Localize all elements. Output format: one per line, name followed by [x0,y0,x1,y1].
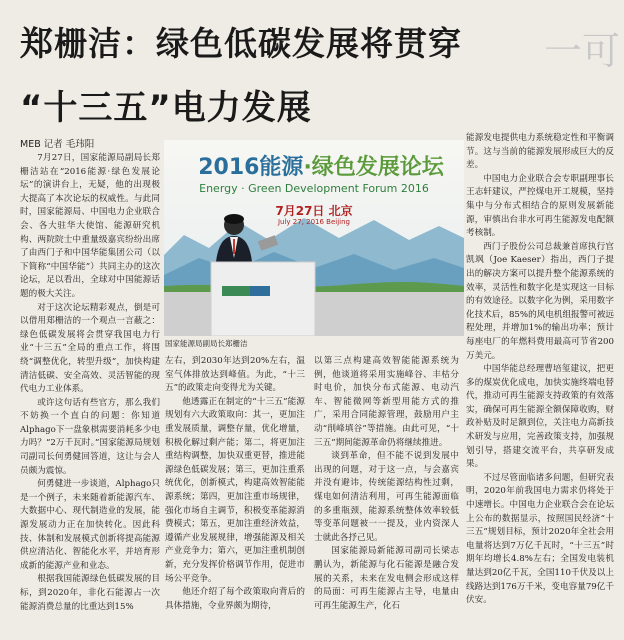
article-column-3 [314,355,459,630]
paragraph: 他还介绍了每个政策取向背后的具体措施，令业界颇为期待， [165,587,305,611]
paragraph: 能源发电提供电力系统稳定性和平衡调节。这与当前的能源发展形成巨大的反差。 [466,133,614,171]
adjacent-page-fragment: 一可 [543,29,620,73]
paragraph: 7月27日，国家能源局副局长郑栅洁站在“2016能源·绿色发展论坛”的演讲台上，无疑，他的出现极大提高了本次论坛的权威性。与此同时，国家能源局、中国电力企业联合会、各大驻华大使馆、能源研究机构、两院院士中重量级嘉宾纷纷出席了由西门子和中国华能集团公司（以下简称“中国华能”）共同主办的这次论坛，足以看出，全球对中国能源话题的极大关注。 [20,153,160,299]
paragraph: 以第三点构建高效智能能源系统为例，他谈道将采用实施峰谷、丰枯分时电价，加快分布式能源、电动汽车、智能微网等新型用能方式的推广，采用合同能源管理，鼓励用户主动“削峰填谷”等措施。由此可见，“十三五”期间能源革命仍将继续推进。 [314,356,459,448]
photo-caption: 国家能源局副局长郑栅洁 [165,339,248,348]
headline-line-1: 郑栅洁：绿色低碳发展将贯穿 [20,24,462,63]
event-photo [164,140,464,336]
paragraph: 对于这次论坛精彩观点，倒是可以借用郑栅洁的一个观点一言蔽之：绿色低碳发展将会贯穿我国电力行业“十三五”全局的重点工作，将围绕“调整优化，转型升级”，加快构建清洁低碳、安全高效、灵活智能的现代电力工业体系。 [20,302,160,395]
banner-title-part-b: ·绿色发展论坛 [303,155,444,180]
paragraph: 他透露正在制定的“十三五”能源规划有六大政策取向：其一，更加注重发展质量，调整存量，优化增量，积极化解过剩产能；第二，将更加注重结构调整，加快双重更替，推进能源绿色低碳发展；第三，更加注重系统优化，创新模式，构建高效智能能源系统；第四，更加注重市场规律，强化市场自主调节，积极变革能源消费模式；第五，更加注重经济效益，遵循产业发展规律，增强能源及相关产业竞争力；第六，更加注重机制创新，充分发挥价格调节作用，促进市场公平竞争。 [165,396,305,584]
paragraph: 国家能源局新能源司副司长梁志鹏认为，新能源与化石能源是融合发展的关系，未来在发电侧会形成这样的局面：可再生能源占主导，电量由可再生能源生产，化石 [314,546,459,611]
article-column-1 [20,152,160,630]
paragraph: 根据我国能源绿色低碳发展的目标，到2020年，非化石能源占一次能源消费总量的比重达到15% [20,574,160,612]
banner-title-part-a: 2016能源 [198,155,304,180]
paragraph: 谈到革命，但不能不说到发展中出现的问题，对于这一点，与会嘉宾并没有避讳，传统能源结构性过剩，煤电如何清洁利用，可再生能源面临的多重瓶颈，能源系统整体效率较低等变革问题被一一提及，业内资深人士就此各抒己见。 [314,451,459,543]
article-column-2 [165,355,305,630]
article-column-4 [466,132,614,630]
banner-date-english: July 27, 2016 Beijing [277,218,351,226]
paragraph: 中国电力企业联合会专职副理事长王志轩建议，严控煤电开工规模，坚持集中与分布式相结合的原则发展新能源，审慎出台非水可再生能源发电配额考核制。 [466,173,614,239]
paragraph: 中国华能总经理曹培玺建议，把更多的煤炭优化成电，加快实施终端电替代，推动可再生能源支持政策的有效落实，确保可再生能源全额保障收购，财政补贴及时足额到位，关注电力高新技术研发与应用，完善政策支持，加强规划引导，搭建交流平台，共享研发成果。 [466,364,614,470]
paragraph: 左右，到2030年达到20%左右，温室气体排放达到峰值。为此，“十三五”的政策走向变得尤为关键。 [165,356,305,394]
headline-line-2: “十三五”电力发展 [20,88,312,128]
paragraph: 不过尽管面临诸多问题，但研究表明，2020年前我国电力需求仍将处于中速增长。中国电力企业联合会在论坛上公布的数据显示，按照国民经济“十三五”规划目标，预计2020年全社会用电量将达到7万亿千瓦时，“十三五”时期年均增长4.8%左右；全国发电装机量达到20亿千瓦，全国110千伏及以上线路达到176万千米，变电容量79亿千伏安。 [466,472,614,606]
byline: MEB 记者 毛玮阳 [20,139,95,150]
banner-english-title: Energy · Green Development Forum 2016 [199,182,429,195]
paragraph: 何勇健进一步谈道，Alphago只是一个例子，未来随着新能源汽车、大数据中心、现代制造业的发展，能源发展动力正在加快转化。因此科技、体制和发展模式创新将提高能源供应清洁化、智能化水平，并培育形成新的能源产业和业态。 [20,479,160,571]
paragraph: 或许这句话有些官方，那么我们不妨换一个直白的问题：你知道Alphago下一盘象棋需要消耗多少电力吗？“2万千瓦时。”国家能源局规划司副司长何勇健回答道，这让与会人员颇为震惊。 [20,397,160,476]
banner-title [176,150,464,181]
banner-date: 7月27日 北京 [275,204,353,218]
paragraph: 西门子股份公司总裁兼首席执行官凯飒（Joe Kaeser）指出，西门子提出的解决方案可以提升整个能源系统的效率，灵活性和数字化是实现这一目标的有效途径。以数字化为例，采用数字化技术后，85%的风电机组报警可被远程处理，并增加1%的输出功率；预计每座电厂的年燃料费用最高可节省200万美元。 [466,241,614,361]
